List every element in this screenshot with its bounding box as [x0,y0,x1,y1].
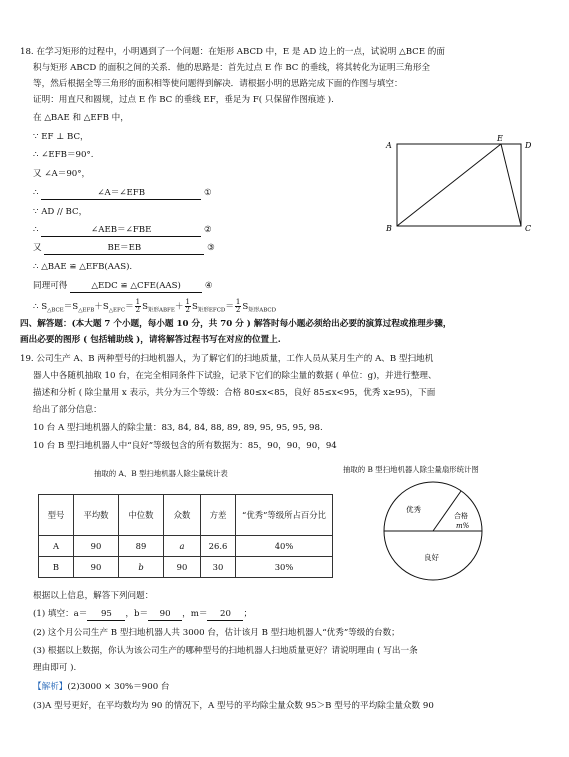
half-fraction [185,299,191,314]
q18-line-12 [33,242,215,255]
eq-sub: △EFB [78,307,95,314]
q18-line-13: ∴ △BAE ≌ △EFB(AAS). [33,262,133,272]
pie-label-pass: 合格 [454,512,468,520]
circled-4: ④ [204,281,213,291]
table-header: 中位数 [119,495,164,536]
q19-line-1: 19. 公司生产 A、B 两种型号的扫地机器人，为了解它们的扫地质量，工作人员从某月生产的 A、B 型扫地机 [20,354,434,364]
fill-sep: ，m＝ [182,609,208,619]
fill-sep: ，b＝ [125,609,149,619]
frac-den: 2 [135,306,141,314]
eq-sub: △EFC [108,307,126,314]
q19-answer-2: (2) 这个月公司生产 B 型扫地机器人共 3000 台，估计该月 B 型扫地机器人“优秀”等级的台数； [33,628,400,638]
q18-line-5: 在 △BAE 和 △EFB 中， [33,113,129,123]
rectangle-figure [380,132,540,232]
q19-line-5: 10 台 A 型扫地机器人的除尘量：83, 84, 84, 88, 89, 89, 95, 95, 95, 98. [33,423,323,433]
q18-line-3: 等，然后根据全等三角形的面积相等使问题得到解决．请根据小明的思路完成下面的作图与填空： [33,79,403,89]
solution-2-text: (2)3000 × 30%＝900 台 [67,682,170,692]
q19-line-3: 描述和分析 ( 除尘量用 x 表示，共分为三个等级：合格 80≤x<85，良好 85≤x<95，优秀 x≥95)，下面 [33,388,436,398]
q19-line-2: 器人中各随机抽取 10 台，在完全相同条件下试验，记录下它们的除尘量的数据 ( 单位：g)，并进行整理、 [33,371,437,381]
table-row [39,557,333,578]
q19-solution-2 [33,681,170,693]
frac-num: 1 [185,298,190,306]
q18-line-2: 积与矩形 ABCD 的面积之间的关系．他的思路是：首先过点 E 作 BC 的垂线，将其转化为证明三角形全 [33,63,431,73]
frac-den: 2 [185,306,190,314]
eq-sub: 矩形ABCD [248,307,277,314]
q18-line-14 [33,280,213,293]
table-cell: 30% [236,557,333,578]
table-cell: 30 [201,557,236,578]
table-cell: 90 [164,557,201,578]
q18-line-4: 证明：用直尺和圆规，过点 E 作 BC 的垂线 EF，垂足为 F( 只保留作图痕迹 ). [33,95,334,105]
q18-line-7: ∴ ∠EFB＝90°. [33,150,94,160]
frac-num: 1 [135,298,141,306]
q19-line-4: 给出了部分信息： [33,405,102,415]
table-cell: 26.6 [201,536,236,557]
section4-line-1: 四、解答题：(本大题 7 个小题，每小题 10 分，共 70 分 ) 解答时每小题必须给出必要的演算过程或推理步骤， [20,319,452,329]
table-header: 型号 [39,495,74,536]
blank-1: ∠A＝∠EFB [41,188,201,200]
table-header: 方差 [201,495,236,536]
eq-s: S [242,302,249,312]
table-cell: A [39,536,74,557]
pie-label-good: 良好 [424,553,439,562]
eq-s: ∴ S [33,302,48,312]
table-cell: a [164,536,201,557]
rectangle-abcd [397,144,521,226]
half-fraction [135,299,141,314]
label-e: E [497,134,503,143]
q18-line-9 [33,187,212,200]
q19-answer-intro: 根据以上信息，解答下列问题： [33,591,154,601]
eq-s: ＋S [94,302,109,312]
table-header: “优秀”等级所占百分比 [236,495,333,536]
label-a: A [386,141,392,150]
pie-caption: 抽取的 B 型扫地机器人除尘量扇形统计图 [343,465,479,474]
answer-a: 95 [87,609,125,621]
blank-3: BE＝EB [44,243,204,255]
q18-line-1: 18. 在学习矩形的过程中，小明遇到了一个问题：在矩形 ABCD 中，E 是 AD 边上的一点，试说明 △BCE 的面 [20,47,445,57]
q18-line-11 [33,224,212,237]
label-d: D [525,141,532,150]
table-header-row [39,495,333,536]
q18-line-6: ∵ EF ⊥ BC， [33,132,89,142]
q19-answer-3-cont: 理由即可 ). [33,663,77,673]
eq-equals: ＝ [125,302,134,312]
pie-label-pass-pct: m% [456,522,470,530]
label-c: C [525,224,532,232]
label-b: B [386,224,392,232]
q19-answer-1 [33,608,252,621]
table-cell: B [39,557,74,578]
circled-1: ① [203,188,212,198]
segment-ce [501,144,521,226]
analysis-tag: 【解析】 [33,682,68,692]
answer-m: 20 [207,609,243,621]
table-cell: b [119,557,164,578]
table-cell: 90 [74,536,119,557]
table-cell: 40% [236,536,333,557]
circled-2: ② [203,225,212,235]
blank-4: △EDC ≌ △CFE(AAS) [70,281,202,293]
q19-solution-3: (3)A 型号更好，在平均数均为 90 的情况下，A 型号的平均除尘量众数 95＞B 型号的平均除尘量众数 90 [33,701,434,711]
frac-num: 1 [235,298,241,306]
therefore-symbol: ∴ [33,225,39,235]
similarly-word: 同理可得 [33,281,68,291]
eq-s: ＝S [63,302,79,312]
section4-line-2: 画出必要的图形 ( 包括辅助线 )，请将解答过程书写在对应的位置上. [20,335,281,345]
eq-plus: ＋ [174,302,184,312]
eq-sub: △BCE [47,307,64,314]
q18-line-8: 又 ∠A＝90°， [33,169,91,179]
therefore-symbol: ∴ [33,188,39,198]
eq-sub: 矩形EFCD [197,307,226,314]
stat-table [38,494,333,578]
table-cell: 90 [74,557,119,578]
eq-sub: 矩形ABFE [148,307,175,314]
pie-chart [376,476,496,586]
fill-end: ； [243,609,253,619]
q19-line-6: 10 台 B 型扫地机器人中“良好”等级包含的所有数据为：85，90，90，90，94 [33,441,337,451]
answer-b: 90 [148,609,182,621]
eq-equals: ＝ [225,302,234,312]
half-fraction [235,299,241,314]
fill-prefix: (1) 填空：a＝ [33,609,88,619]
table-header: 平均数 [74,495,119,536]
blank-2: ∠AEB＝∠FBE [41,225,201,237]
circled-3: ③ [207,243,215,253]
table-header: 众数 [164,495,201,536]
q18-line-10: ∵ AD // BC， [33,207,88,217]
eq-s: S [142,302,149,312]
table-cell: 89 [119,536,164,557]
table-row [39,536,333,557]
eq-s: S [191,302,198,312]
frac-den: 2 [235,306,241,314]
segment-be [397,144,501,226]
also-word: 又 [33,243,42,253]
pie-label-excellent: 优秀 [406,505,421,514]
q19-answer-3: (3) 根据以上数据，你认为该公司生产的哪种型号的扫地机器人扫地质量更好？请说明理由 ( 写出一条 [33,646,418,656]
table-caption: 抽取的 A、B 型扫地机器人除尘量统计表 [94,469,228,478]
